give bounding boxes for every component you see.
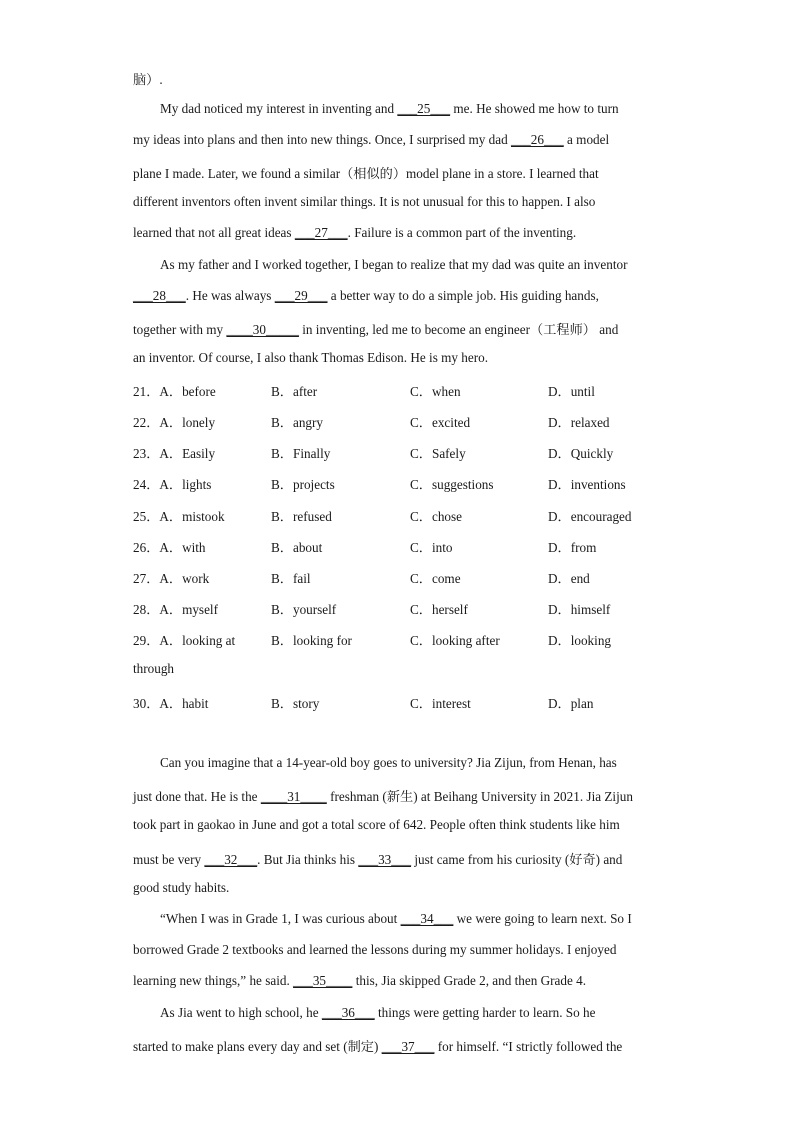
option-text: D．from bbox=[548, 540, 597, 555]
passage1-line bbox=[160, 257, 663, 273]
text-segment: . But Jia thinks his bbox=[257, 852, 359, 867]
option-b bbox=[271, 693, 319, 712]
option-text: D．relaxed bbox=[548, 415, 610, 430]
option-text: D．inventions bbox=[548, 477, 626, 492]
text-segment: took part in gaokao in June and got a total score of 642. People often think students like him bbox=[133, 817, 620, 832]
text-segment: As Jia went to high school, he bbox=[160, 1005, 322, 1020]
option-text: A．looking at bbox=[159, 633, 236, 648]
answer-blank: ___29___ bbox=[274, 288, 328, 303]
option-text: A．mistook bbox=[159, 509, 225, 524]
option-c bbox=[410, 599, 468, 618]
text-segment: freshman (新生) at Beihang University in 2021. Jia Zijun bbox=[326, 789, 633, 804]
question-number: 21． bbox=[133, 384, 160, 399]
option-d bbox=[548, 474, 626, 493]
passage2-line bbox=[133, 880, 663, 896]
option-text: A．lonely bbox=[159, 415, 216, 430]
text-segment: “When I was in Grade 1, I was curious about bbox=[160, 911, 401, 926]
option-text: C．chose bbox=[410, 509, 463, 524]
text-segment: my ideas into plans and then into new things. Once, I surprised my dad bbox=[133, 132, 511, 147]
question-number: 23． bbox=[133, 446, 160, 461]
passage1-line bbox=[133, 288, 663, 304]
option-c bbox=[410, 474, 494, 493]
text-segment: me. He showed me how to turn bbox=[450, 101, 619, 116]
passage2-line bbox=[160, 1005, 663, 1021]
option-text: C．excited bbox=[410, 415, 471, 430]
text-segment: My dad noticed my interest in inventing and bbox=[160, 101, 398, 116]
text-segment: good study habits. bbox=[133, 880, 230, 895]
passage1-line bbox=[133, 163, 663, 182]
text-segment: Can you imagine that a 14-year-old boy goes to university? Jia Zijun, from Henan, has bbox=[160, 755, 617, 770]
passage1-line bbox=[133, 225, 663, 241]
question-number: 22． bbox=[133, 415, 160, 430]
option-text: D．plan bbox=[548, 696, 594, 711]
option-wrap-text: through bbox=[133, 661, 175, 676]
text-segment: this, Jia skipped Grade 2, and then Grade 4. bbox=[352, 973, 587, 988]
option-text: D．end bbox=[548, 571, 590, 586]
option-a bbox=[133, 474, 211, 493]
option-text: B．story bbox=[271, 696, 320, 711]
option-text: D．until bbox=[548, 384, 595, 399]
option-text: C．into bbox=[410, 540, 453, 555]
passage1-line bbox=[133, 350, 663, 366]
option-d bbox=[548, 568, 590, 587]
option-a bbox=[133, 630, 235, 649]
option-b bbox=[271, 599, 336, 618]
option-d bbox=[548, 381, 595, 400]
option-text: D．encouraged bbox=[548, 509, 632, 524]
passage1-line bbox=[160, 101, 663, 117]
option-b bbox=[271, 506, 332, 525]
text-segment: together with my bbox=[133, 322, 227, 337]
text-segment: a model bbox=[563, 132, 610, 147]
option-text: A．Easily bbox=[159, 446, 216, 461]
option-text: B．Finally bbox=[271, 446, 331, 461]
passage2-line bbox=[133, 942, 663, 958]
option-b bbox=[271, 443, 330, 462]
answer-blank: ___26___ bbox=[510, 132, 564, 147]
question-number: 30． bbox=[133, 696, 160, 711]
option-a bbox=[133, 568, 209, 587]
passage2-line bbox=[133, 817, 663, 833]
option-text: A．work bbox=[159, 571, 210, 586]
answer-blank: ____30_____ bbox=[226, 322, 299, 337]
option-text: C．interest bbox=[410, 696, 471, 711]
text-segment: As my father and I worked together, I began to realize that my dad was quite an inventor bbox=[160, 257, 628, 272]
text-segment: a better way to do a simple job. His guiding hands, bbox=[327, 288, 599, 303]
passage2-line bbox=[133, 849, 663, 868]
text-segment: an inventor. Of course, I also thank Thomas Edison. He is my hero. bbox=[133, 350, 489, 365]
option-text: C．come bbox=[410, 571, 461, 586]
answer-blank: ___33___ bbox=[358, 852, 412, 867]
option-text: A．before bbox=[159, 384, 216, 399]
option-d bbox=[548, 630, 611, 649]
option-text: B．fail bbox=[271, 571, 311, 586]
question-number: 28． bbox=[133, 602, 160, 617]
option-b bbox=[271, 474, 335, 493]
question-number: 29． bbox=[133, 633, 160, 648]
answer-blank: ___28___ bbox=[133, 288, 186, 303]
passage2-line bbox=[133, 786, 663, 805]
option-a bbox=[133, 443, 215, 462]
option-d bbox=[548, 412, 610, 431]
text-segment: just done that. He is the bbox=[133, 789, 261, 804]
text-segment: different inventors often invent similar things. It is not unusual for this to happen. I also bbox=[133, 194, 596, 209]
option-text: B．angry bbox=[271, 415, 324, 430]
option-c bbox=[410, 568, 461, 587]
option-text: D．himself bbox=[548, 602, 611, 617]
option-d bbox=[548, 506, 631, 525]
option-d bbox=[548, 599, 610, 618]
option-text: B．about bbox=[271, 540, 323, 555]
passage2-line bbox=[133, 1036, 663, 1055]
option-a bbox=[133, 693, 208, 712]
question-number: 25． bbox=[133, 509, 160, 524]
text-segment: learned that not all great ideas bbox=[133, 225, 295, 240]
passage1-line bbox=[133, 319, 663, 338]
option-text: D．looking bbox=[548, 633, 612, 648]
option-text: A．with bbox=[159, 540, 206, 555]
option-a bbox=[133, 599, 218, 618]
text-segment: things were getting harder to learn. So he bbox=[374, 1005, 596, 1020]
option-text: C．suggestions bbox=[410, 477, 494, 492]
option-a bbox=[133, 506, 225, 525]
option-text: C．when bbox=[410, 384, 461, 399]
text-segment: in inventing, led me to become an engineer（工程师） and bbox=[298, 322, 619, 337]
option-d bbox=[548, 693, 593, 712]
text-segment: borrowed Grade 2 textbooks and learned the lessons during my summer holidays. I enjoyed bbox=[133, 942, 617, 957]
option-text: C．Safely bbox=[410, 446, 466, 461]
text-segment: we were going to learn next. So I bbox=[453, 911, 632, 926]
option-c bbox=[410, 443, 466, 462]
option-c bbox=[410, 506, 462, 525]
text-segment: . He was always bbox=[185, 288, 275, 303]
answer-blank: ___36___ bbox=[321, 1005, 375, 1020]
option-text: A．lights bbox=[159, 477, 212, 492]
answer-blank: ___37___ bbox=[381, 1039, 435, 1054]
option-text: B．yourself bbox=[271, 602, 337, 617]
question-number: 24． bbox=[133, 477, 160, 492]
passage2-line bbox=[160, 755, 663, 771]
passage2-line bbox=[133, 973, 663, 989]
text-segment: started to make plans every day and set (制定) bbox=[133, 1039, 382, 1054]
option-c bbox=[410, 693, 471, 712]
option-c bbox=[410, 412, 470, 431]
option-text: A．habit bbox=[159, 696, 209, 711]
question-number: 27． bbox=[133, 571, 160, 586]
option-text: B．looking for bbox=[271, 633, 352, 648]
answer-blank: ___34___ bbox=[400, 911, 454, 926]
option-d bbox=[548, 537, 596, 556]
passage1-line bbox=[133, 194, 663, 210]
text-segment: . Failure is a common part of the inventing. bbox=[347, 225, 577, 240]
option-a bbox=[133, 381, 216, 400]
option-c bbox=[410, 630, 500, 649]
option-text: C．herself bbox=[410, 602, 468, 617]
text-segment: just came from his curiosity (好奇) and bbox=[411, 852, 623, 867]
option-a bbox=[133, 537, 206, 556]
option-a bbox=[133, 412, 215, 431]
question-number: 26． bbox=[133, 540, 160, 555]
answer-blank: ___25___ bbox=[397, 101, 451, 116]
option-text: B．refused bbox=[271, 509, 332, 524]
answer-blank: ___32___ bbox=[204, 852, 258, 867]
passage1-line bbox=[133, 69, 663, 88]
text-segment: learning new things,” he said. bbox=[133, 973, 294, 988]
option-text: B．after bbox=[271, 384, 318, 399]
option-text: D．Quickly bbox=[548, 446, 614, 461]
option-b bbox=[271, 412, 323, 431]
text-segment: must be very bbox=[133, 852, 205, 867]
answer-blank: ___35____ bbox=[293, 973, 353, 988]
option-b bbox=[271, 568, 311, 587]
option-b bbox=[271, 537, 322, 556]
text-segment: 脑）. bbox=[133, 72, 163, 87]
option-d bbox=[548, 443, 613, 462]
option-c bbox=[410, 537, 453, 556]
text-segment: for himself. “I strictly followed the bbox=[434, 1039, 623, 1054]
option-c bbox=[410, 381, 461, 400]
answer-blank: ___27___ bbox=[294, 225, 348, 240]
passage2-line bbox=[160, 911, 663, 927]
option-b bbox=[271, 381, 317, 400]
answer-blank: ____31____ bbox=[260, 789, 327, 804]
option-text: B．projects bbox=[271, 477, 335, 492]
text-segment: plane I made. Later, we found a similar（相似的）model plane in a store. I learned that bbox=[133, 166, 599, 181]
option-b bbox=[271, 630, 352, 649]
option-text: C．looking after bbox=[410, 633, 500, 648]
passage1-line bbox=[133, 132, 663, 148]
option-text: A．myself bbox=[159, 602, 218, 617]
